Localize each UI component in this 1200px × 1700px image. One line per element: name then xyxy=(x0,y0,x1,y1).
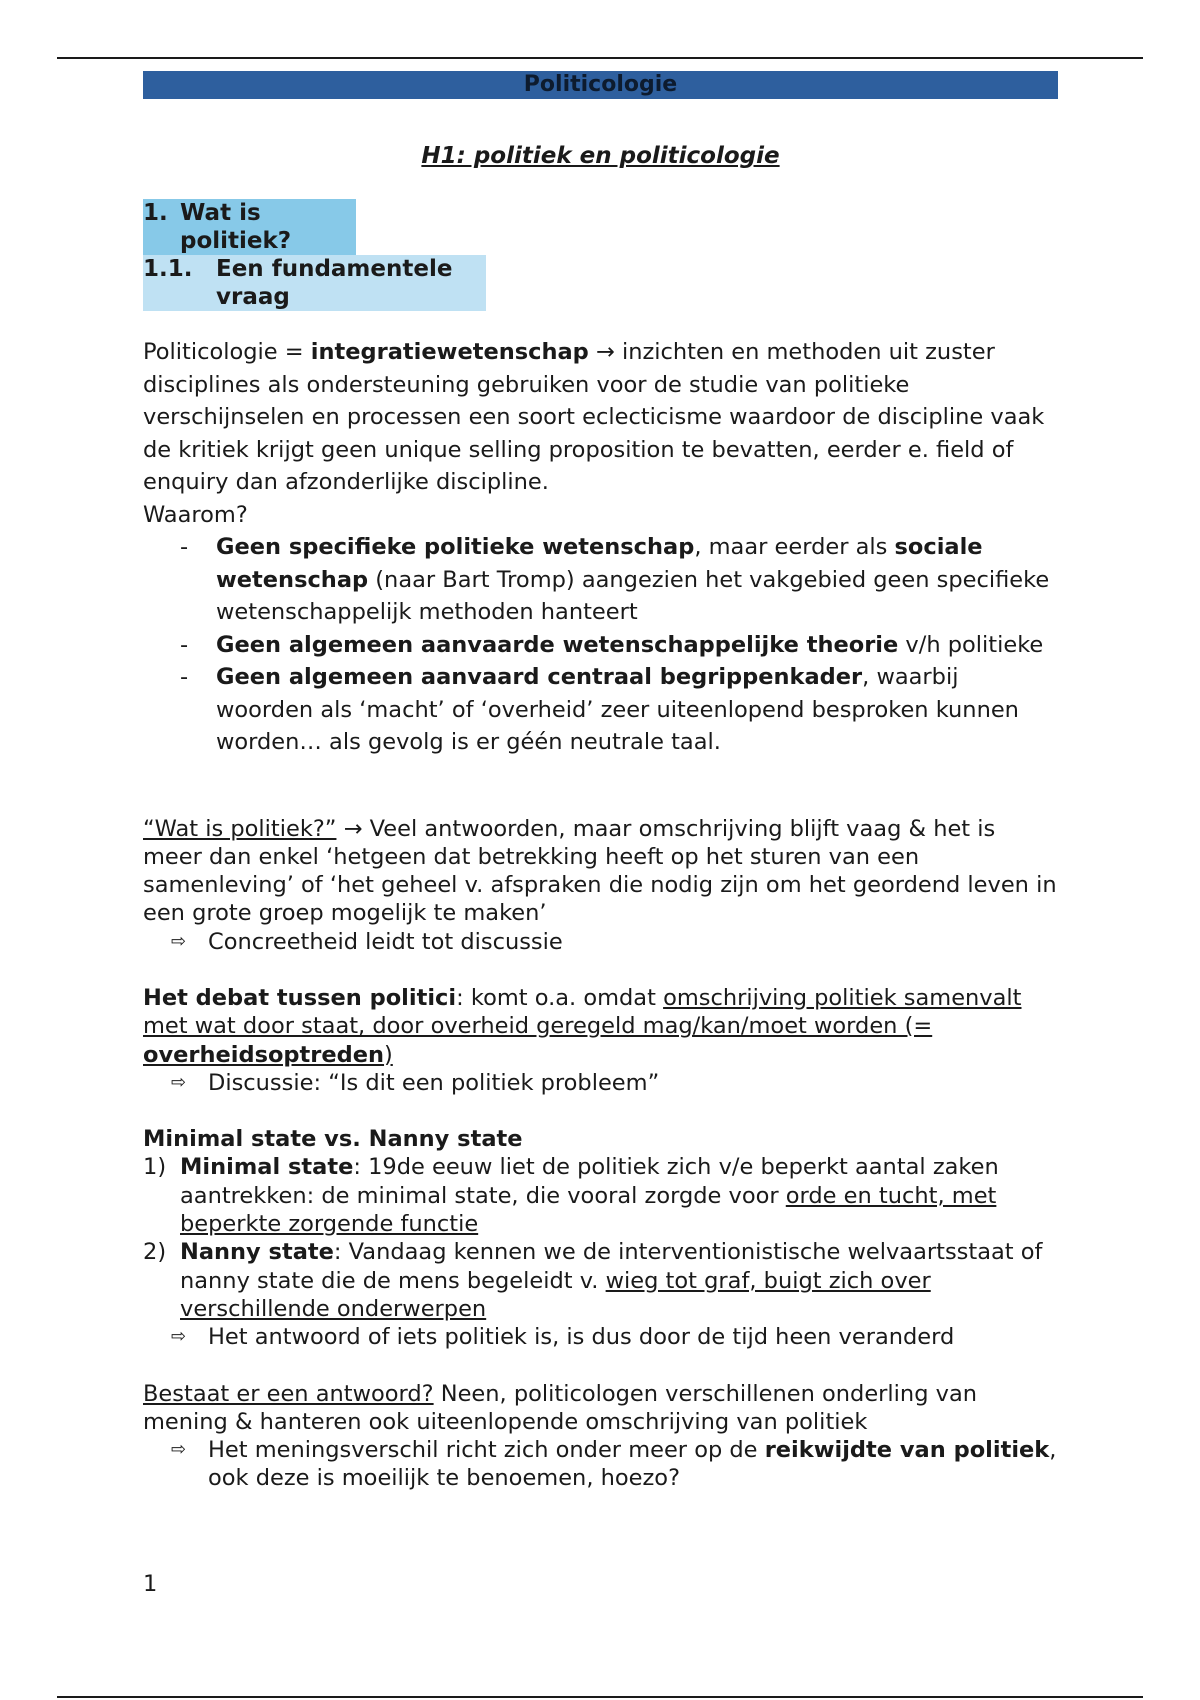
page-content xyxy=(143,71,1058,1493)
debate-underline-text: omschrijving politiek samenvalt met wat door staat, door overheid geregeld mag/kan/moet worden (= xyxy=(143,984,1022,1040)
section-number: 1.1. xyxy=(143,256,193,282)
intro-paragraph xyxy=(143,336,1058,499)
intro-text: inzichten en methoden uit zuster disciplines als ondersteuning gebruiken voor de studie van politieke verschijnselen en processen een soort eclecticisme waardoor de discipline vaak de kritiek krijgt geen unique selling proposition te bevatten, eerder e. field of enquiry dan afzonderlijke discipline. xyxy=(143,339,1045,495)
arrow-text: , ook deze is moeilijk te benoemen, hoezo? xyxy=(208,1437,1057,1492)
list-item xyxy=(143,531,1058,629)
item-number: 2) xyxy=(143,1239,167,1266)
reasons-list xyxy=(143,531,1058,759)
chapter-title: H1: politiek en politicologie xyxy=(421,143,780,169)
arrow-bullet-icon: ⇨ xyxy=(171,1071,187,1093)
intro-arrow: → xyxy=(588,339,622,365)
document-title-banner: Politicologie xyxy=(143,71,1058,99)
reason-bold: Geen algemeen aanvaarde wetenschappelijke theorie xyxy=(216,631,899,658)
arrow-text: Het antwoord of iets politiek is, is dus door de tijd heen veranderd xyxy=(208,1324,955,1351)
what-text: → Veel antwoorden, maar omschrijving blijft vaag & het is meer dan enkel ‘hetgeen dat betrekking heeft op het sturen van een samenleving’ of ‘het geheel v. afspraken die nodig zijn om het geordend leven in een grote groep mogelijk te maken’ xyxy=(143,815,1057,927)
arrow-bullet xyxy=(143,1323,1058,1351)
item-underline: wieg tot graf, buigt zich over verschillende onderwerpen xyxy=(180,1267,931,1322)
section-title: Wat is politiek? xyxy=(180,200,292,254)
arrow-bullet xyxy=(143,928,1058,956)
answer-text: Neen, politicologen verschillenen onderling van mening & hanteren ook uiteenlopende omschrijving van politiek xyxy=(143,1380,977,1435)
section-heading-1 xyxy=(143,199,356,255)
reason-text: , waarbij woorden als ‘macht’ of ‘overheid’ zeer uiteenlopend besproken kunnen worden… als gevolg is er géén neutrale taal. xyxy=(216,664,1019,755)
reason-text: , maar eerder als xyxy=(694,534,895,560)
list-item xyxy=(143,1238,1058,1323)
section-heading-1-1 xyxy=(143,255,486,311)
debate-underline-close: ) xyxy=(384,1041,393,1068)
item-text: : Vandaag kennen we de interventionistische welvaartsstaat of nanny state die de mens begeleidt v. xyxy=(180,1239,1043,1294)
item-bold: Minimal state xyxy=(180,1154,354,1181)
debate-underline-bold: overheidsoptreden xyxy=(143,1041,385,1068)
what-question: “Wat is politiek?” xyxy=(143,815,337,842)
top-rule xyxy=(57,57,1143,59)
page-number: 1 xyxy=(143,1571,158,1597)
states-heading: Minimal state vs. Nanny state xyxy=(143,1126,523,1153)
list-item xyxy=(143,629,1058,662)
what-is-politics-paragraph xyxy=(143,815,1058,928)
why-line: Waarom? xyxy=(143,501,248,528)
reason-bold: sociale wetenschap xyxy=(216,534,983,593)
states-list xyxy=(143,1153,1058,1323)
item-number: 1) xyxy=(143,1154,167,1181)
arrow-bullet-icon: ⇨ xyxy=(171,1439,187,1461)
reason-text: v/h politieke xyxy=(898,631,1044,658)
arrow-bullet xyxy=(143,1436,1058,1493)
intro-term: integratiewetenschap xyxy=(310,339,589,365)
debate-bold: Het debat tussen politici xyxy=(143,984,457,1011)
debate-text: : komt o.a. omdat xyxy=(456,984,664,1011)
list-item xyxy=(143,1153,1058,1238)
arrow-bold: reikwijdte van politiek xyxy=(764,1437,1050,1464)
arrow-bullet xyxy=(143,1069,1058,1097)
section-number: 1. xyxy=(143,200,168,226)
arrow-bullet-icon: ⇨ xyxy=(171,930,187,952)
item-text: : 19de eeuw liet de politiek zich v/e beperkt aantal zaken aantrekken: de minimal state, die vooral zorgde voor xyxy=(180,1154,999,1209)
arrow-bullet-icon: ⇨ xyxy=(171,1326,187,1348)
arrow-text: Discussie: “Is dit een politiek probleem” xyxy=(208,1069,660,1096)
item-bold: Nanny state xyxy=(180,1239,334,1266)
list-item xyxy=(143,661,1058,759)
debate-paragraph xyxy=(143,984,1058,1069)
answer-paragraph xyxy=(143,1380,1058,1437)
arrow-text: Concreetheid leidt tot discussie xyxy=(208,928,563,955)
section-title: Een fundamentele vraag xyxy=(216,256,453,310)
bottom-rule xyxy=(57,1696,1143,1698)
item-underline: orde en tucht, met beperkte zorgende functie xyxy=(180,1182,997,1238)
arrow-text: Het meningsverschil richt zich onder meer op de xyxy=(208,1437,765,1464)
reason-bold: Geen algemeen aanvaard centraal begrippenkader xyxy=(216,664,863,690)
answer-question: Bestaat er een antwoord? xyxy=(143,1380,434,1407)
reason-text: (naar Bart Tromp) aangezien het vakgebied geen specifieke wetenschappelijk methoden hanteert xyxy=(216,566,1050,625)
intro-lead: Politicologie = xyxy=(143,339,311,365)
reason-bold: Geen specifieke politieke wetenschap xyxy=(216,534,695,560)
